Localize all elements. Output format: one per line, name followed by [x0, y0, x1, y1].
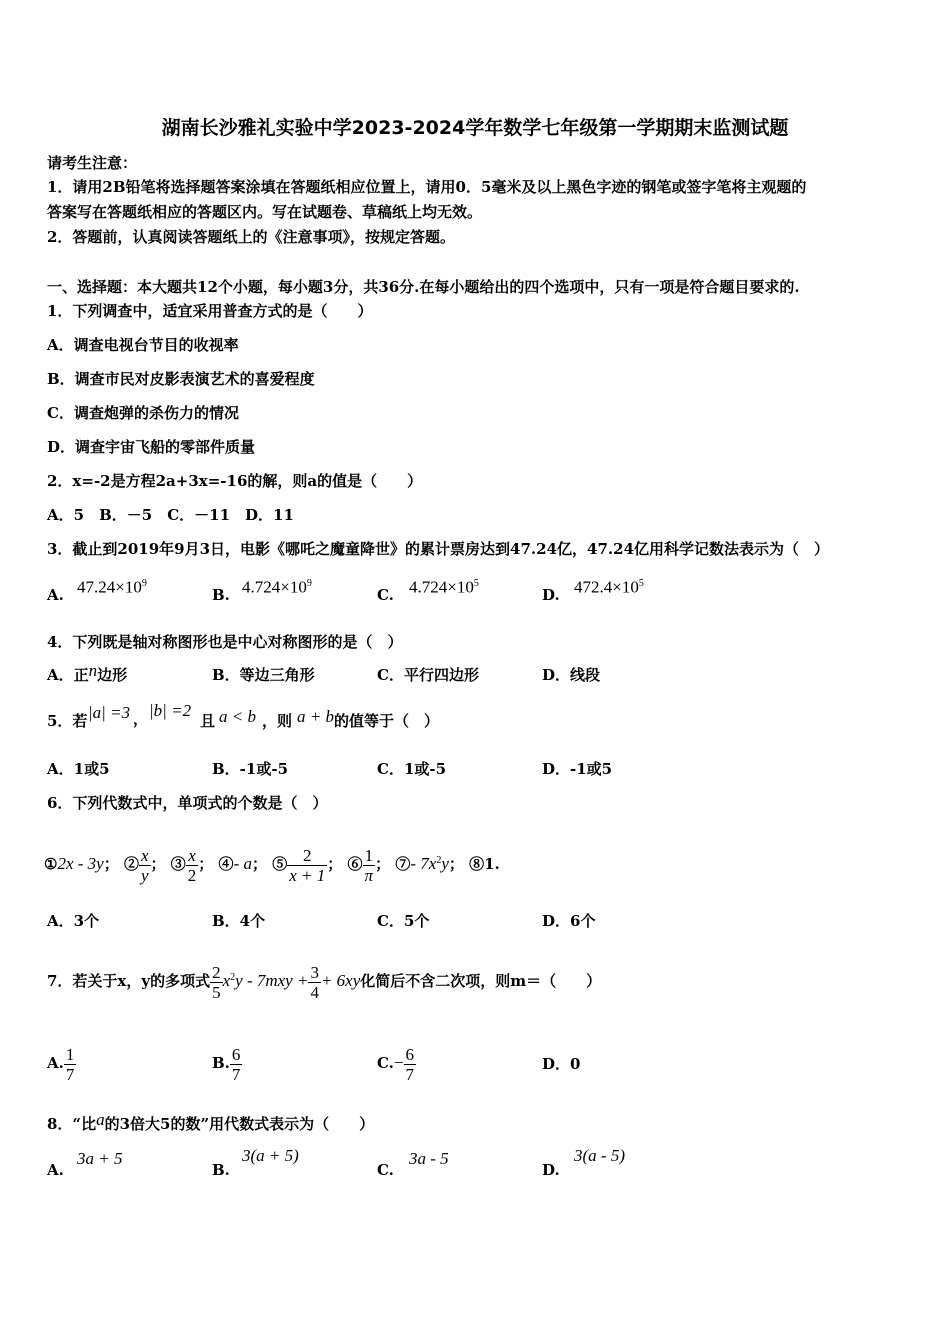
q8-stem: 8．“比a的3倍大5的数”用代数式表示为（ ） [47, 1110, 375, 1133]
q1-stem: 1．下列调查中，适宜采用普查方式的是（ ） [47, 302, 373, 320]
q6-option-d: D．6个 [542, 912, 596, 930]
q5-abs-b: |b| =2 [149, 701, 192, 720]
q8-option-d-label: D. [542, 1161, 560, 1179]
q6-option-a: A．3个 [47, 912, 100, 930]
q4-option-a: A．正n边形 [47, 661, 128, 684]
q5-option-c: C．1或-5 [377, 760, 447, 778]
q5-and: 且 [200, 712, 216, 730]
q8-option-a-label: A. [47, 1161, 64, 1179]
q3-option-d-expr: $472.4\times 10^5$ [574, 577, 644, 597]
q3-option-a-label: A. [47, 586, 64, 604]
q5-inequality: a < b [219, 707, 256, 726]
q2-options: A．5 B．－5 C．－11 D．11 [47, 506, 294, 524]
q1-option-c: C．调查炮弹的杀伤力的情况 [47, 404, 239, 422]
q5-stem-start: 5．若 [47, 712, 88, 730]
section-heading: 一、选择题：本大题共12个小题，每小题3分，共36分.在每小题给出的四个选项中，只有一项是符合题目要求的. [47, 278, 800, 296]
q6-expressions: ①2x - 3y； ② $\frac{x}{y}$ ； ③ $\frac{x}{2}$ ； ④- a； ⑤ $\frac{2}{x + 1}$ ； ⑥ $\frac{1}{\pi}$ ； ⑦- $7x^2y$； ⑧1. [44, 845, 500, 885]
q8-option-c-expr: 3a - 5 [409, 1149, 449, 1168]
q1-option-d: D．调查宇宙飞船的零部件质量 [47, 438, 256, 456]
q5-then: ，则 [262, 712, 293, 730]
q5-option-d: D．-1或5 [542, 760, 613, 778]
q6-stem: 6．下列代数式中，单项式的个数是（ ） [47, 794, 328, 812]
q4-stem: 4．下列既是轴对称图形也是中心对称图形的是（ ） [47, 633, 403, 651]
q4-option-b: B．等边三角形 [212, 666, 315, 684]
q6-option-c: C．5个 [377, 912, 430, 930]
q6-option-b: B．4个 [212, 912, 266, 930]
q5-stem-end: 的值等于（ ） [334, 712, 440, 730]
q8-option-c-label: C. [377, 1161, 394, 1179]
q7-option-c: C.− $\frac{6}{7}$ [377, 1044, 414, 1084]
q2-stem: 2．x=-2是方程2a+3x=-16的解，则a的值是（ ） [47, 472, 423, 490]
q7-option-b: B. $\frac{6}{7}$ [212, 1044, 241, 1084]
q5-abs-a: |a| =3 [88, 703, 131, 722]
q5-option-a: A．1或5 [47, 760, 110, 778]
q4-option-d: D．线段 [542, 666, 601, 684]
q3-stem: 3．截止到2019年9月3日，电影《哪吒之魔童降世》的累计票房达到47.24亿，47.24亿用科学记数法表示为（ ） [47, 540, 830, 558]
q1-option-b: B．调查市民对皮影表演艺术的喜爱程度 [47, 370, 315, 388]
q5-option-b: B．-1或-5 [212, 760, 289, 778]
q5-sum: a + b [297, 707, 334, 726]
q3-option-c-expr: $4.724\times 10^5$ [409, 577, 479, 597]
notice-line-2: 2．答题前，认真阅读答题纸上的《注意事项》，按规定答题。 [47, 228, 455, 246]
page-title: 湖南长沙雅礼实验中学2023-2024学年数学七年级第一学期期末监测试题 [161, 117, 789, 139]
q7-option-d: D．0 [542, 1055, 581, 1073]
q3-option-d-label: D. [542, 586, 560, 604]
q3-option-b-expr: $4.724\times 10^9$ [242, 577, 312, 597]
notice-line-1-cont: 答案写在答题纸相应的答题区内。写在试题卷、草稿纸上均无效。 [47, 203, 483, 221]
q3-option-b-label: B. [212, 586, 230, 604]
notice-heading: 请考生注意： [47, 154, 138, 172]
notice-line-1: 1．请用2B铅笔将选择题答案涂填在答题纸相应位置上，请用0．5毫米及以上黑色字迹的钢笔或签字笔将主观题的 [47, 178, 807, 196]
q1-option-a: A．调查电视台节目的收视率 [47, 336, 239, 354]
q4-option-c: C．平行四边形 [377, 666, 479, 684]
q8-option-b-label: B. [212, 1161, 230, 1179]
q8-option-d-expr: 3(a - 5) [574, 1146, 625, 1165]
q3-option-c-label: C. [377, 586, 394, 604]
q7-stem: 7．若关于x，y的多项式 $\frac{2}{5}$ $x^2y - 7mxy$ + $\frac{3}{4}$ + 6xy化简后不含二次项，则m＝（ ） [47, 962, 602, 1002]
q3-option-a-expr: $47.24\times 10^9$ [77, 577, 147, 597]
q7-option-a: A. $\frac{1}{7}$ [47, 1044, 75, 1084]
q8-option-a-expr: 3a + 5 [77, 1149, 123, 1168]
q5-comma: ， [133, 710, 149, 728]
q8-option-b-expr: 3(a + 5) [242, 1146, 299, 1165]
